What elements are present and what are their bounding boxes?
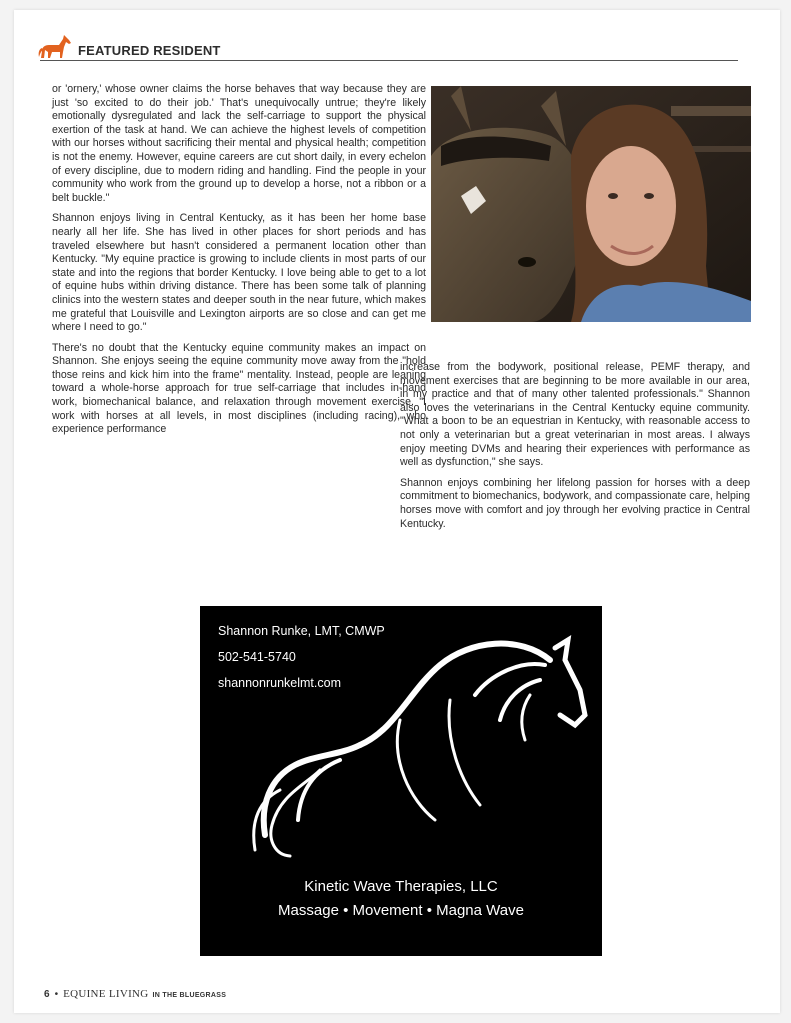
section-header bbox=[38, 34, 221, 60]
page-footer bbox=[44, 988, 226, 1000]
business-advertisement bbox=[200, 606, 602, 956]
article-paragraph: or 'ornery,' whose owner claims the horse behaves that way because they are just 'so excited to do their job.' That's unequivocally untrue; they're likely emotionally dysregulated and lack the self-carriage to support the physical exertion of the task at hand. We can achieve the highest levels of competition with our horses without sacrificing their mental and physical health; competition is not the enemy. However, equine careers are cut short daily, in every echelon of every discipline, due to modern riding and handling. Find the people in your community who work from the ground up to develop a horse, not a ribbon or a belt buckle." bbox=[52, 83, 426, 204]
section-title: FEATURED RESIDENT bbox=[78, 42, 221, 58]
magazine-subtitle: IN THE BLUEGRASS bbox=[152, 992, 227, 999]
ad-tagline: Massage • Movement • Magna Wave bbox=[278, 902, 524, 919]
ad-phone-number: 502-541-5740 bbox=[218, 650, 296, 664]
article-column-right bbox=[400, 361, 750, 538]
magazine-title: EQUINE LIVING bbox=[63, 988, 149, 1000]
ad-contact-name: Shannon Runke, LMT, CMWP bbox=[218, 624, 385, 638]
horse-silhouette-icon bbox=[38, 34, 72, 60]
ad-company-name: Kinetic Wave Therapies, LLC bbox=[304, 878, 498, 895]
footer-separator: • bbox=[54, 989, 59, 1000]
ad-website: shannonrunkelmt.com bbox=[218, 676, 341, 690]
header-divider bbox=[40, 60, 738, 61]
magazine-page bbox=[14, 10, 780, 1013]
article-paragraph: There's no doubt that the Kentucky equine community makes an impact on Shannon. She enjoys seeing the equine community move away from the "hold those reins and kick him into the frame" mentality. Instead, people are leaning toward a whole-horse approach for true self-carriage that includes in-hand work, biomechanical balance, and relaxation through movement exercise. "I work with horses at all levels, in most disciplines (including racing), who experience performance bbox=[52, 341, 426, 436]
article-column-left bbox=[52, 83, 426, 444]
page-number: 6 bbox=[44, 989, 50, 1000]
article-paragraph: increase from the bodywork, positional release, PEMF therapy, and movement exercises that are beginning to be more available in our area, in my practice and that of many other talented professionals." Shannon also loves the veterinarians in the Central Kentucky equine community. "What a boon to be an equestrian in Kentucky, with reasonable access to not only a veterinarian but a great veterinarian in most areas. I always enjoy meeting DVMs and hearing their experiences with performance as well as dysfunction," she says. bbox=[400, 361, 750, 469]
article-paragraph: Shannon enjoys combining her lifelong passion for horses with a deep commitment to biomechanics, bodywork, and compassionate care, helping horses move with comfort and joy through her evolving practice in Central Kentucky. bbox=[400, 476, 750, 530]
article-paragraph: Shannon enjoys living in Central Kentucky, as it has been her home base nearly all her life. She has lived in other places for short periods and has traveled elsewhere but hasn't considered a permanent location other than Kentucky. "My equine practice is growing to include clients in most parts of our state and into the regions that border Kentucky. I love being able to get to a lot of equine hubs within driving distance. There has been some talk of planning clinics into the western states and deeper south in the near future, which makes me grateful that Louisville and Lexington airports are so close and can get me where I need to go." bbox=[52, 212, 426, 334]
portrait-photo bbox=[431, 86, 751, 322]
